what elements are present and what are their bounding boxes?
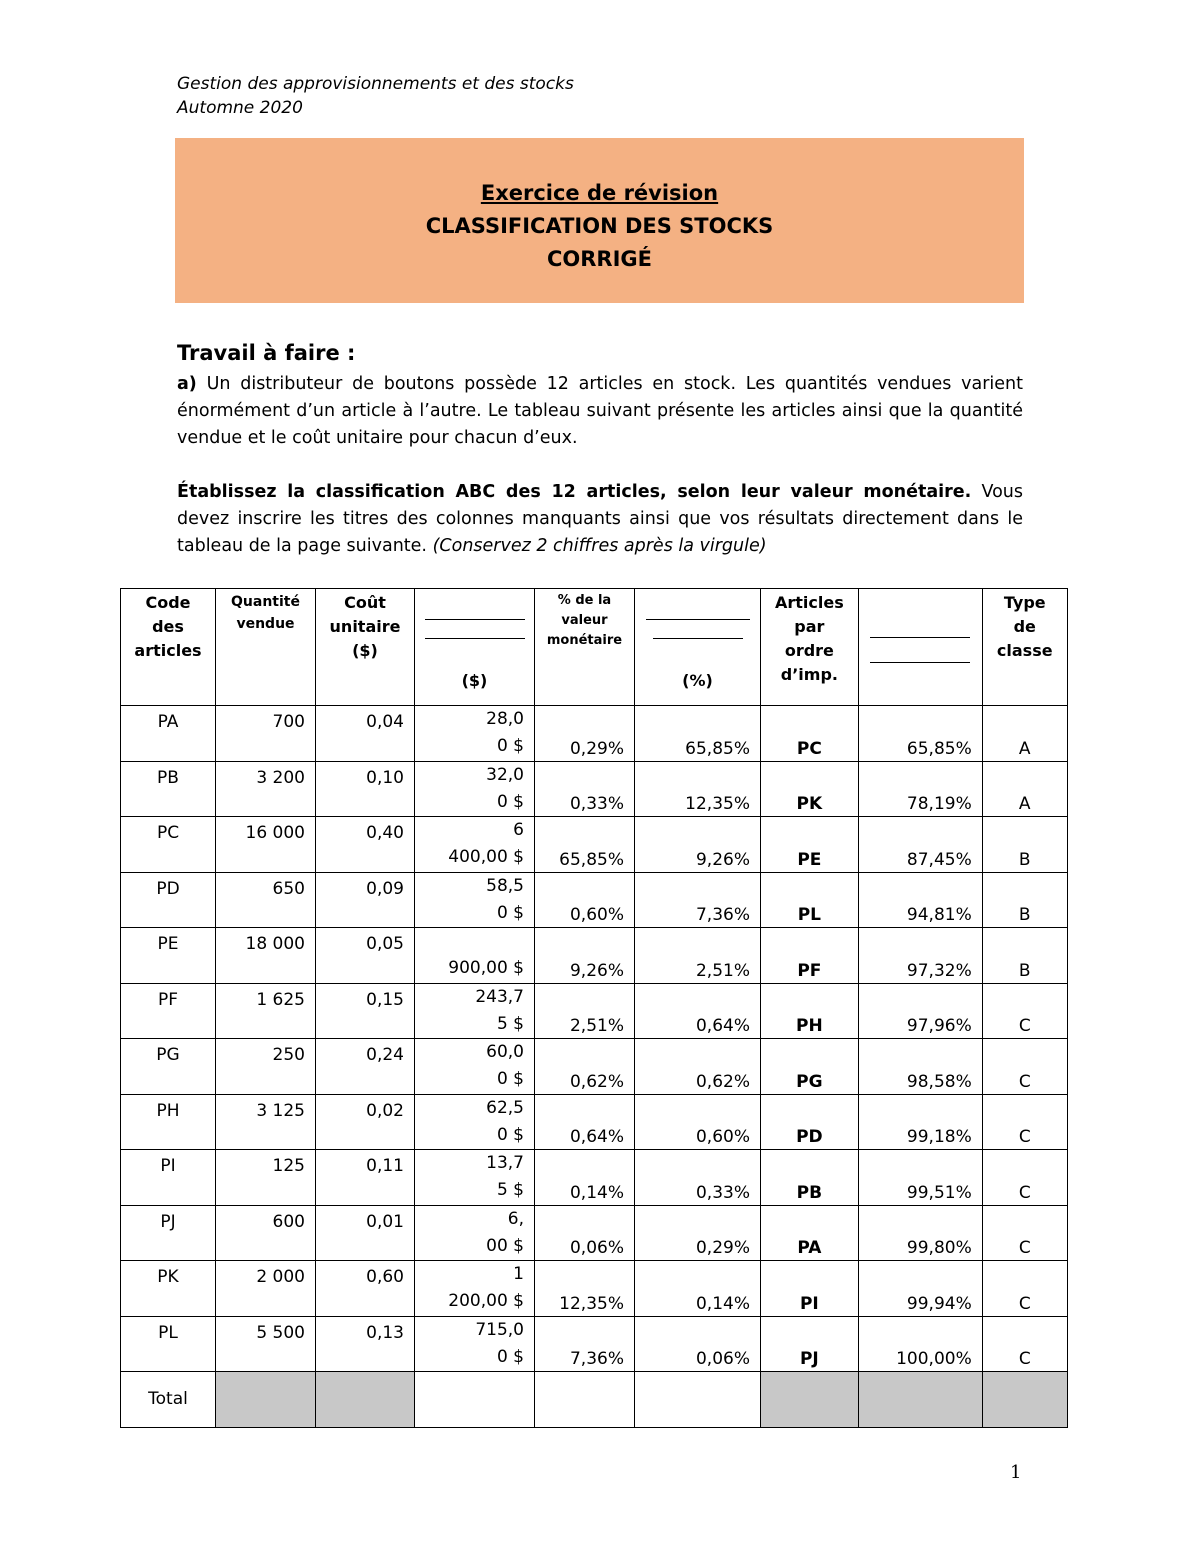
abc-class: C [982, 1094, 1067, 1150]
cumulative-percent: 65,85% [858, 706, 982, 762]
value-line2: 0 $ [496, 1346, 524, 1367]
unit-cost: 0,05 [316, 928, 415, 984]
table-row [121, 1039, 1068, 1095]
header-code: Code des articles [121, 589, 216, 706]
instructions [177, 340, 1023, 560]
value-line1: 13,7 [486, 1153, 524, 1173]
total-cell [316, 1372, 415, 1428]
value-percent: 0,60% [535, 872, 635, 928]
header-class: Type de classe [982, 589, 1067, 706]
value-line1: 6 [513, 820, 524, 840]
monetary-value [415, 706, 535, 762]
item-code: PC [121, 817, 216, 873]
quantity-sold: 125 [216, 1150, 316, 1206]
abc-class: A [982, 706, 1067, 762]
total-label: Total [121, 1372, 216, 1428]
ranked-item: PL [761, 872, 859, 928]
ranked-item: PJ [761, 1316, 859, 1372]
unit-cost: 0,09 [316, 872, 415, 928]
item-code: PK [121, 1261, 216, 1317]
instruction-note: (Conservez 2 chiffres après la virgule) [432, 536, 767, 556]
blank-line [425, 619, 525, 620]
ranked-item: PC [761, 706, 859, 762]
cumulative-percent: 94,81% [858, 872, 982, 928]
header-qty: Quantité vendue [216, 589, 316, 706]
monetary-value [415, 1039, 535, 1095]
value-line2: 200,00 $ [448, 1291, 524, 1311]
monetary-value [415, 1094, 535, 1150]
table-row [121, 928, 1068, 984]
value-line2: 5 $ [496, 1013, 524, 1034]
quantity-sold: 700 [216, 706, 316, 762]
value-line2: 0 $ [496, 902, 524, 923]
monetary-value [415, 1150, 535, 1206]
sorted-percent: 0,06% [635, 1316, 761, 1372]
value-line1: 28,0 [486, 709, 524, 729]
sorted-percent: 0,60% [635, 1094, 761, 1150]
value-percent: 0,06% [535, 1205, 635, 1261]
quantity-sold: 650 [216, 872, 316, 928]
abc-class: A [982, 761, 1067, 817]
question-a-text: Un distributeur de boutons possède 12 articles en stock. Les quantités vendues varient énormément d’un article à l’autre. Le tableau suivant présente les articles ainsi que la quantité vendue et le coût unitaire pour chacun d’eux. [177, 374, 1023, 448]
item-code: PB [121, 761, 216, 817]
header-row [121, 589, 1068, 706]
total-row [121, 1372, 1068, 1428]
table-row [121, 1261, 1068, 1317]
cumulative-percent: 98,58% [858, 1039, 982, 1095]
quantity-sold: 600 [216, 1205, 316, 1261]
total-cell [761, 1372, 859, 1428]
unit-cost: 0,40 [316, 817, 415, 873]
monetary-value [415, 1316, 535, 1372]
unit-cost: 0,60 [316, 1261, 415, 1317]
sorted-percent: 65,85% [635, 706, 761, 762]
blank-line [870, 662, 970, 663]
value-percent: 7,36% [535, 1316, 635, 1372]
cumulative-percent: 87,45% [858, 817, 982, 873]
pct-unit: (%) [682, 671, 713, 690]
value-percent: 0,29% [535, 706, 635, 762]
value-line2: 00 $ [486, 1235, 524, 1256]
quantity-sold: 3 200 [216, 761, 316, 817]
ranked-item: PG [761, 1039, 859, 1095]
total-cell [982, 1372, 1067, 1428]
quantity-sold: 16 000 [216, 817, 316, 873]
page-number: 1 [1010, 1462, 1022, 1483]
unit-cost: 0,04 [316, 706, 415, 762]
cumulative-percent: 99,51% [858, 1150, 982, 1206]
unit-cost: 0,02 [316, 1094, 415, 1150]
value-unit: ($) [461, 671, 488, 690]
value-line2: 0 $ [496, 736, 524, 756]
monetary-value [415, 817, 535, 873]
document-header [177, 72, 574, 120]
table-row [121, 1316, 1068, 1372]
quantity-sold: 250 [216, 1039, 316, 1095]
table-row [121, 706, 1068, 762]
unit-cost: 0,10 [316, 761, 415, 817]
total-cell [415, 1372, 535, 1428]
blank-line [870, 637, 970, 638]
total-cell [535, 1372, 635, 1428]
value-percent: 0,62% [535, 1039, 635, 1095]
unit-cost: 0,24 [316, 1039, 415, 1095]
monetary-value [415, 928, 535, 984]
unit-cost: 0,11 [316, 1150, 415, 1206]
table-row [121, 761, 1068, 817]
value-percent: 65,85% [535, 817, 635, 873]
ranked-item: PE [761, 817, 859, 873]
sorted-percent: 9,26% [635, 817, 761, 873]
value-line1: 6, [507, 1208, 524, 1229]
course-title: Gestion des approvisionnements et des stocks [177, 74, 574, 94]
ranked-item: PA [761, 1205, 859, 1261]
quantity-sold: 5 500 [216, 1316, 316, 1372]
sorted-percent: 0,62% [635, 1039, 761, 1095]
title-banner [175, 138, 1024, 303]
question-a-label: a) [177, 374, 197, 394]
table-row [121, 872, 1068, 928]
monetary-value [415, 872, 535, 928]
monetary-value [415, 761, 535, 817]
ranked-item: PH [761, 983, 859, 1039]
semester: Automne 2020 [177, 98, 303, 118]
value-line1: 243,7 [475, 986, 524, 1007]
total-cell [635, 1372, 761, 1428]
exercise-title: Exercice de révision [480, 181, 719, 205]
header-sorted-blank [635, 589, 761, 706]
question-a [177, 371, 1023, 452]
table-row [121, 1205, 1068, 1261]
cumulative-percent: 99,80% [858, 1205, 982, 1261]
abc-class: C [982, 1150, 1067, 1206]
instruction-paragraph [177, 479, 1023, 560]
ranked-item: PD [761, 1094, 859, 1150]
cumulative-percent: 78,19% [858, 761, 982, 817]
value-percent: 0,14% [535, 1150, 635, 1206]
value-line1: 58,5 [486, 875, 524, 896]
cumulative-percent: 97,32% [858, 928, 982, 984]
value-line2: 5 $ [496, 1180, 524, 1200]
item-code: PA [121, 706, 216, 762]
monetary-value [415, 983, 535, 1039]
monetary-value [415, 1261, 535, 1317]
value-line1: 60,0 [486, 1042, 524, 1062]
value-line1: 1 [513, 1264, 524, 1284]
abc-class: B [982, 872, 1067, 928]
ranked-item: PF [761, 928, 859, 984]
item-code: PD [121, 872, 216, 928]
value-line1: 715,0 [475, 1319, 524, 1340]
answer-key-label: CORRIGÉ [547, 247, 652, 271]
value-line2: 400,00 $ [448, 847, 524, 867]
sorted-percent: 0,64% [635, 983, 761, 1039]
blank-line [646, 619, 750, 620]
value-percent: 9,26% [535, 928, 635, 984]
header-value-blank [415, 589, 535, 706]
value-line1: 62,5 [486, 1097, 524, 1118]
sorted-percent: 0,29% [635, 1205, 761, 1261]
unit-cost: 0,13 [316, 1316, 415, 1372]
ranked-item: PI [761, 1261, 859, 1317]
item-code: PJ [121, 1205, 216, 1261]
instruction-text: Vous devez inscrire les titres des colonnes manquants ainsi que vos résultats directement dans le tableau de la page suivante. [177, 482, 1023, 556]
monetary-value [415, 1205, 535, 1261]
table-row [121, 817, 1068, 873]
sorted-percent: 7,36% [635, 872, 761, 928]
quantity-sold: 2 000 [216, 1261, 316, 1317]
sorted-percent: 0,14% [635, 1261, 761, 1317]
item-code: PG [121, 1039, 216, 1095]
task-heading: Travail à faire : [177, 341, 356, 365]
sorted-percent: 2,51% [635, 928, 761, 984]
header-cost: Coût unitaire ($) [316, 589, 415, 706]
abc-class: B [982, 817, 1067, 873]
cumulative-percent: 99,18% [858, 1094, 982, 1150]
total-cell [216, 1372, 316, 1428]
blank-line [425, 638, 525, 639]
item-code: PH [121, 1094, 216, 1150]
value-percent: 12,35% [535, 1261, 635, 1317]
instruction-bold: Établissez la classification ABC des 12 articles, selon leur valeur monétaire. [177, 482, 972, 502]
cumulative-percent: 100,00% [858, 1316, 982, 1372]
quantity-sold: 1 625 [216, 983, 316, 1039]
item-code: PL [121, 1316, 216, 1372]
value-line2: 900,00 $ [448, 958, 524, 978]
quantity-sold: 18 000 [216, 928, 316, 984]
abc-table [120, 588, 1068, 1428]
item-code: PE [121, 928, 216, 984]
header-rank: Articles par ordre d’imp. [761, 589, 859, 706]
value-line2: 0 $ [496, 791, 524, 812]
item-code: PF [121, 983, 216, 1039]
ranked-item: PB [761, 1150, 859, 1206]
sorted-percent: 0,33% [635, 1150, 761, 1206]
abc-class: C [982, 1205, 1067, 1261]
blank-line [653, 638, 743, 639]
value-line1: 32,0 [486, 764, 524, 785]
abc-class: C [982, 1261, 1067, 1317]
cumulative-percent: 99,94% [858, 1261, 982, 1317]
value-percent: 2,51% [535, 983, 635, 1039]
value-line2: 0 $ [496, 1124, 524, 1145]
abc-class: C [982, 1316, 1067, 1372]
table-row [121, 1094, 1068, 1150]
header-pct: % de la valeur monétaire [535, 589, 635, 706]
ranked-item: PK [761, 761, 859, 817]
abc-class: C [982, 1039, 1067, 1095]
total-cell [858, 1372, 982, 1428]
cumulative-percent: 97,96% [858, 983, 982, 1039]
value-line1 [415, 928, 524, 955]
header-cumulative-blank [858, 589, 982, 706]
unit-cost: 0,15 [316, 983, 415, 1039]
value-percent: 0,64% [535, 1094, 635, 1150]
quantity-sold: 3 125 [216, 1094, 316, 1150]
value-percent: 0,33% [535, 761, 635, 817]
item-code: PI [121, 1150, 216, 1206]
exercise-subtitle: CLASSIFICATION DES STOCKS [425, 214, 774, 238]
table-row [121, 983, 1068, 1039]
table-row [121, 1150, 1068, 1206]
unit-cost: 0,01 [316, 1205, 415, 1261]
abc-class: B [982, 928, 1067, 984]
value-line2: 0 $ [496, 1069, 524, 1089]
abc-class: C [982, 983, 1067, 1039]
sorted-percent: 12,35% [635, 761, 761, 817]
